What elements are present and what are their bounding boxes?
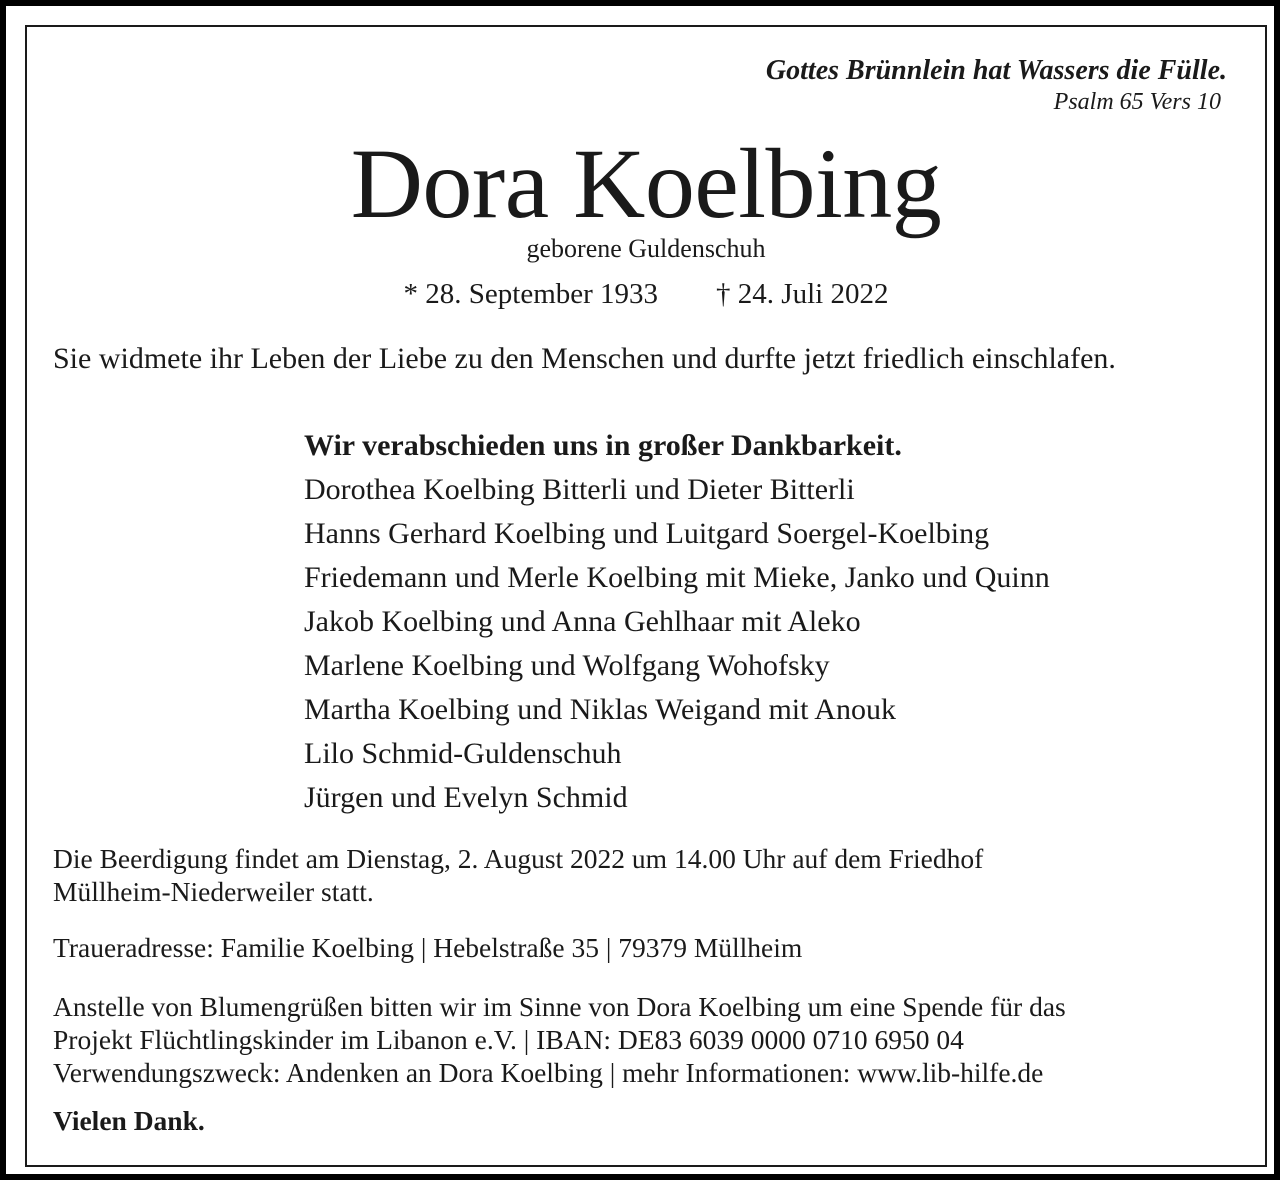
- funeral-notice: [53, 842, 1253, 908]
- birth-date: * 28. September 1933: [403, 278, 659, 310]
- birth-name: geborene Guldenschuh: [526, 234, 766, 263]
- mourner-line: Friedemann und Merle Koelbing mit Mieke, Janko und Quinn: [304, 561, 1050, 594]
- thanks-text: Vielen Dank.: [53, 1105, 205, 1136]
- mourner-line: Dorothea Koelbing Bitterli und Dieter Bitterli: [304, 473, 855, 506]
- mourners-heading: Wir verabschieden uns in großer Dankbarkeit.: [304, 429, 902, 462]
- verse-reference: Psalm 65 Vers 10: [1053, 89, 1221, 115]
- mourner-line: Martha Koelbing und Niklas Weigand mit Anouk: [304, 693, 896, 726]
- deceased-name: Dora Koelbing: [350, 128, 942, 239]
- intro-text: Sie widmete ihr Leben der Liebe zu den Menschen und durfte jetzt friedlich einschlafen.: [53, 342, 1116, 375]
- bible-verse: [766, 54, 1227, 116]
- donation-line: Anstelle von Blumengrüßen bitten wir im Sinne von Dora Koelbing um eine Spende für das: [53, 991, 1066, 1022]
- donation-notice: [53, 990, 1253, 1089]
- mourner-line: Hanns Gerhard Koelbing und Luitgard Soergel-Koelbing: [304, 517, 990, 550]
- funeral-line: Die Beerdigung findet am Dienstag, 2. August 2022 um 14.00 Uhr auf dem Friedhof: [53, 843, 984, 874]
- donation-line: Projekt Flüchtlingskinder im Libanon e.V. | IBAN: DE83 6039 0000 0710 6950 04: [53, 1024, 964, 1055]
- mourner-line: Jakob Koelbing und Anna Gehlhaar mit Aleko: [304, 605, 861, 638]
- mourner-line: Lilo Schmid-Guldenschuh: [304, 737, 622, 770]
- life-dates: [6, 276, 1280, 312]
- funeral-line: Müllheim-Niederweiler statt.: [53, 876, 374, 907]
- mourners-section: [304, 424, 1244, 820]
- verse-text: Gottes Brünnlein hat Wassers die Fülle.: [765, 55, 1227, 86]
- death-date: † 24. Juli 2022: [716, 278, 889, 310]
- donation-line: Verwendungszweck: Andenken an Dora Koelbing | mehr Informationen: www.lib-hilfe.de: [53, 1057, 1044, 1088]
- condolence-address: Traueradresse: Familie Koelbing | Hebelstraße 35 | 79379 Müllheim: [53, 932, 803, 963]
- mourner-line: Marlene Koelbing und Wolfgang Wohofsky: [304, 649, 830, 682]
- mourner-line: Jürgen und Evelyn Schmid: [304, 781, 628, 814]
